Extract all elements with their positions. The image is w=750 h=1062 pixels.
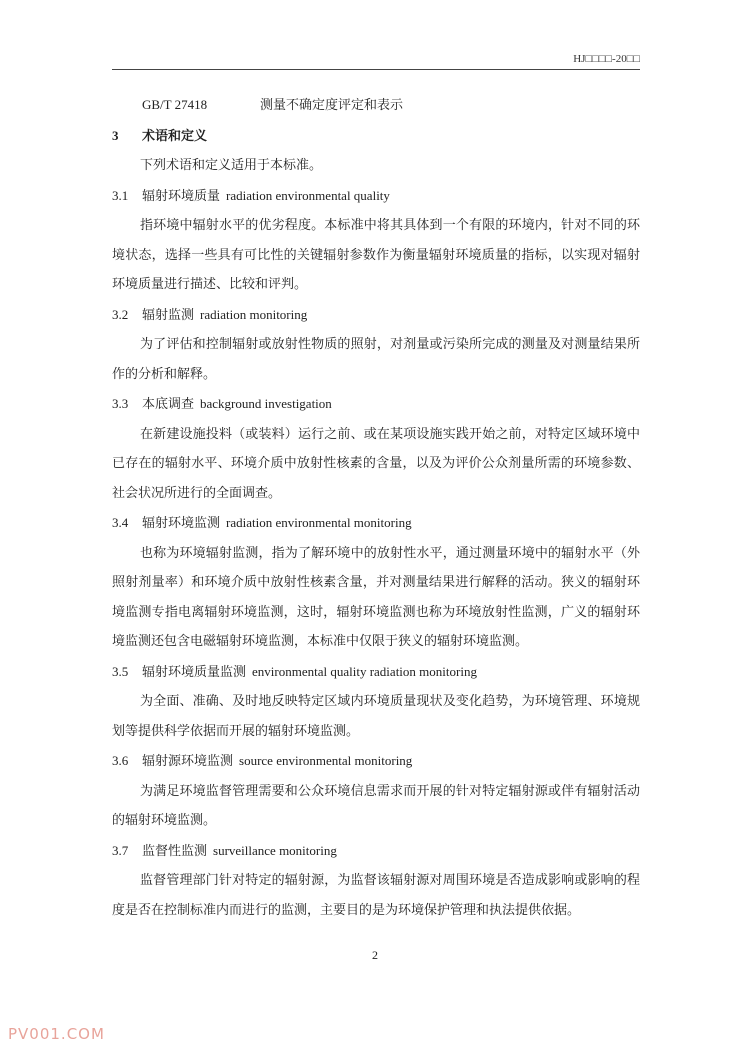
term-heading	[112, 508, 640, 539]
watermark-logo: PV001.COM	[8, 1025, 105, 1043]
term-number: 3.3	[112, 396, 129, 411]
term-name-zh: 辐射环境监测	[142, 516, 221, 531]
term-name-zh: 监督性监测	[142, 843, 208, 859]
term-number: 3.6	[112, 753, 129, 768]
term-definition: 在新建设施投料（或装料）运行之前、或在某项设施实践开始之前，对特定区域环境中已存在的辐射水平、环境介质中放射性核素的含量，以及为评价公众剂量所需的环境参数、社会状况所进行的全面调查。	[112, 426, 640, 501]
section-number: 3	[112, 127, 119, 143]
term-number: 3.2	[112, 306, 129, 322]
term-name-en: surveillance monitoring	[213, 842, 337, 858]
term-name-en: radiation environmental quality	[226, 187, 390, 203]
term-definition: 为满足环境监督管理需要和公众环境信息需求而开展的针对特定辐射源或伴有辐射活动的辐射环境监测。	[112, 783, 640, 828]
page-number: 2	[372, 948, 378, 962]
term-definition: 监督管理部门针对特定的辐射源，为监督该辐射源对周围环境是否造成影响或影响的程度是否在控制标准内而进行的监测，主要目的是为环境保护管理和执法提供依据。	[112, 873, 640, 918]
term-heading	[112, 181, 640, 212]
header-code: HJ□□□□-20□□	[573, 53, 640, 65]
reference-title: 测量不确定度评定和表示	[260, 98, 404, 113]
term-name-zh: 辐射环境质量	[142, 188, 221, 204]
section-heading	[112, 121, 640, 152]
term-name-zh: 辐射源环境监测	[142, 754, 234, 769]
term-heading	[112, 746, 640, 777]
term-number: 3.5	[112, 663, 129, 679]
term-definition: 为全面、准确、及时地反映特定区域内环境质量现状及变化趋势，为环境管理、环境规划等提供科学依据而开展的辐射环境监测。	[112, 694, 640, 739]
section-intro: 下列术语和定义适用于本标准。	[140, 158, 323, 173]
term-name-en: environmental quality radiation monitoring	[252, 663, 477, 679]
term-number: 3.4	[112, 515, 129, 530]
term-heading	[112, 389, 640, 420]
header-rule	[112, 69, 640, 70]
term-heading	[112, 300, 640, 331]
document-body	[112, 90, 640, 925]
term-name-zh: 辐射环境质量监测	[142, 664, 247, 680]
reference-code: GB/T 27418	[142, 97, 208, 112]
term-definition: 指环境中辐射水平的优劣程度。本标准中将其具体到一个有限的环境内，针对不同的环境状态，选择一些具有可比性的关键辐射参数作为衡量辐射环境质量的指标，以实现对辐射环境质量进行描述、比较和评判。	[112, 218, 640, 292]
term-heading	[112, 836, 640, 867]
term-definition: 也称为环境辐射监测，指为了解环境中的放射性水平，通过测量环境中的辐射水平（外照射剂量率）和环境介质中放射性核素含量，并对测量结果进行解释的活动。狭义的辐射环境监测专指电离辐射环境监测，这时，辐射环境监测也称为环境放射性监测，广义的辐射环境监测还包含电磁辐射环境监测，本标准中仅限于狭义的辐射环境监测。	[112, 545, 640, 649]
term-name-en: radiation monitoring	[200, 306, 308, 322]
term-name-en: source environmental monitoring	[239, 753, 413, 768]
term-definition: 为了评估和控制辐射或放射性物质的照射，对剂量或污染所完成的测量及对测量结果所作的分析和解释。	[112, 337, 640, 382]
section-title: 术语和定义	[142, 128, 208, 144]
term-name-en: background investigation	[200, 396, 332, 411]
term-name-zh: 辐射监测	[142, 307, 195, 323]
term-name-en: radiation environmental monitoring	[226, 515, 412, 530]
normative-reference	[112, 90, 640, 121]
term-list	[112, 181, 640, 926]
term-name-zh: 本底调查	[142, 397, 195, 412]
term-number: 3.1	[112, 187, 129, 203]
term-heading	[112, 657, 640, 688]
term-number: 3.7	[112, 842, 129, 858]
